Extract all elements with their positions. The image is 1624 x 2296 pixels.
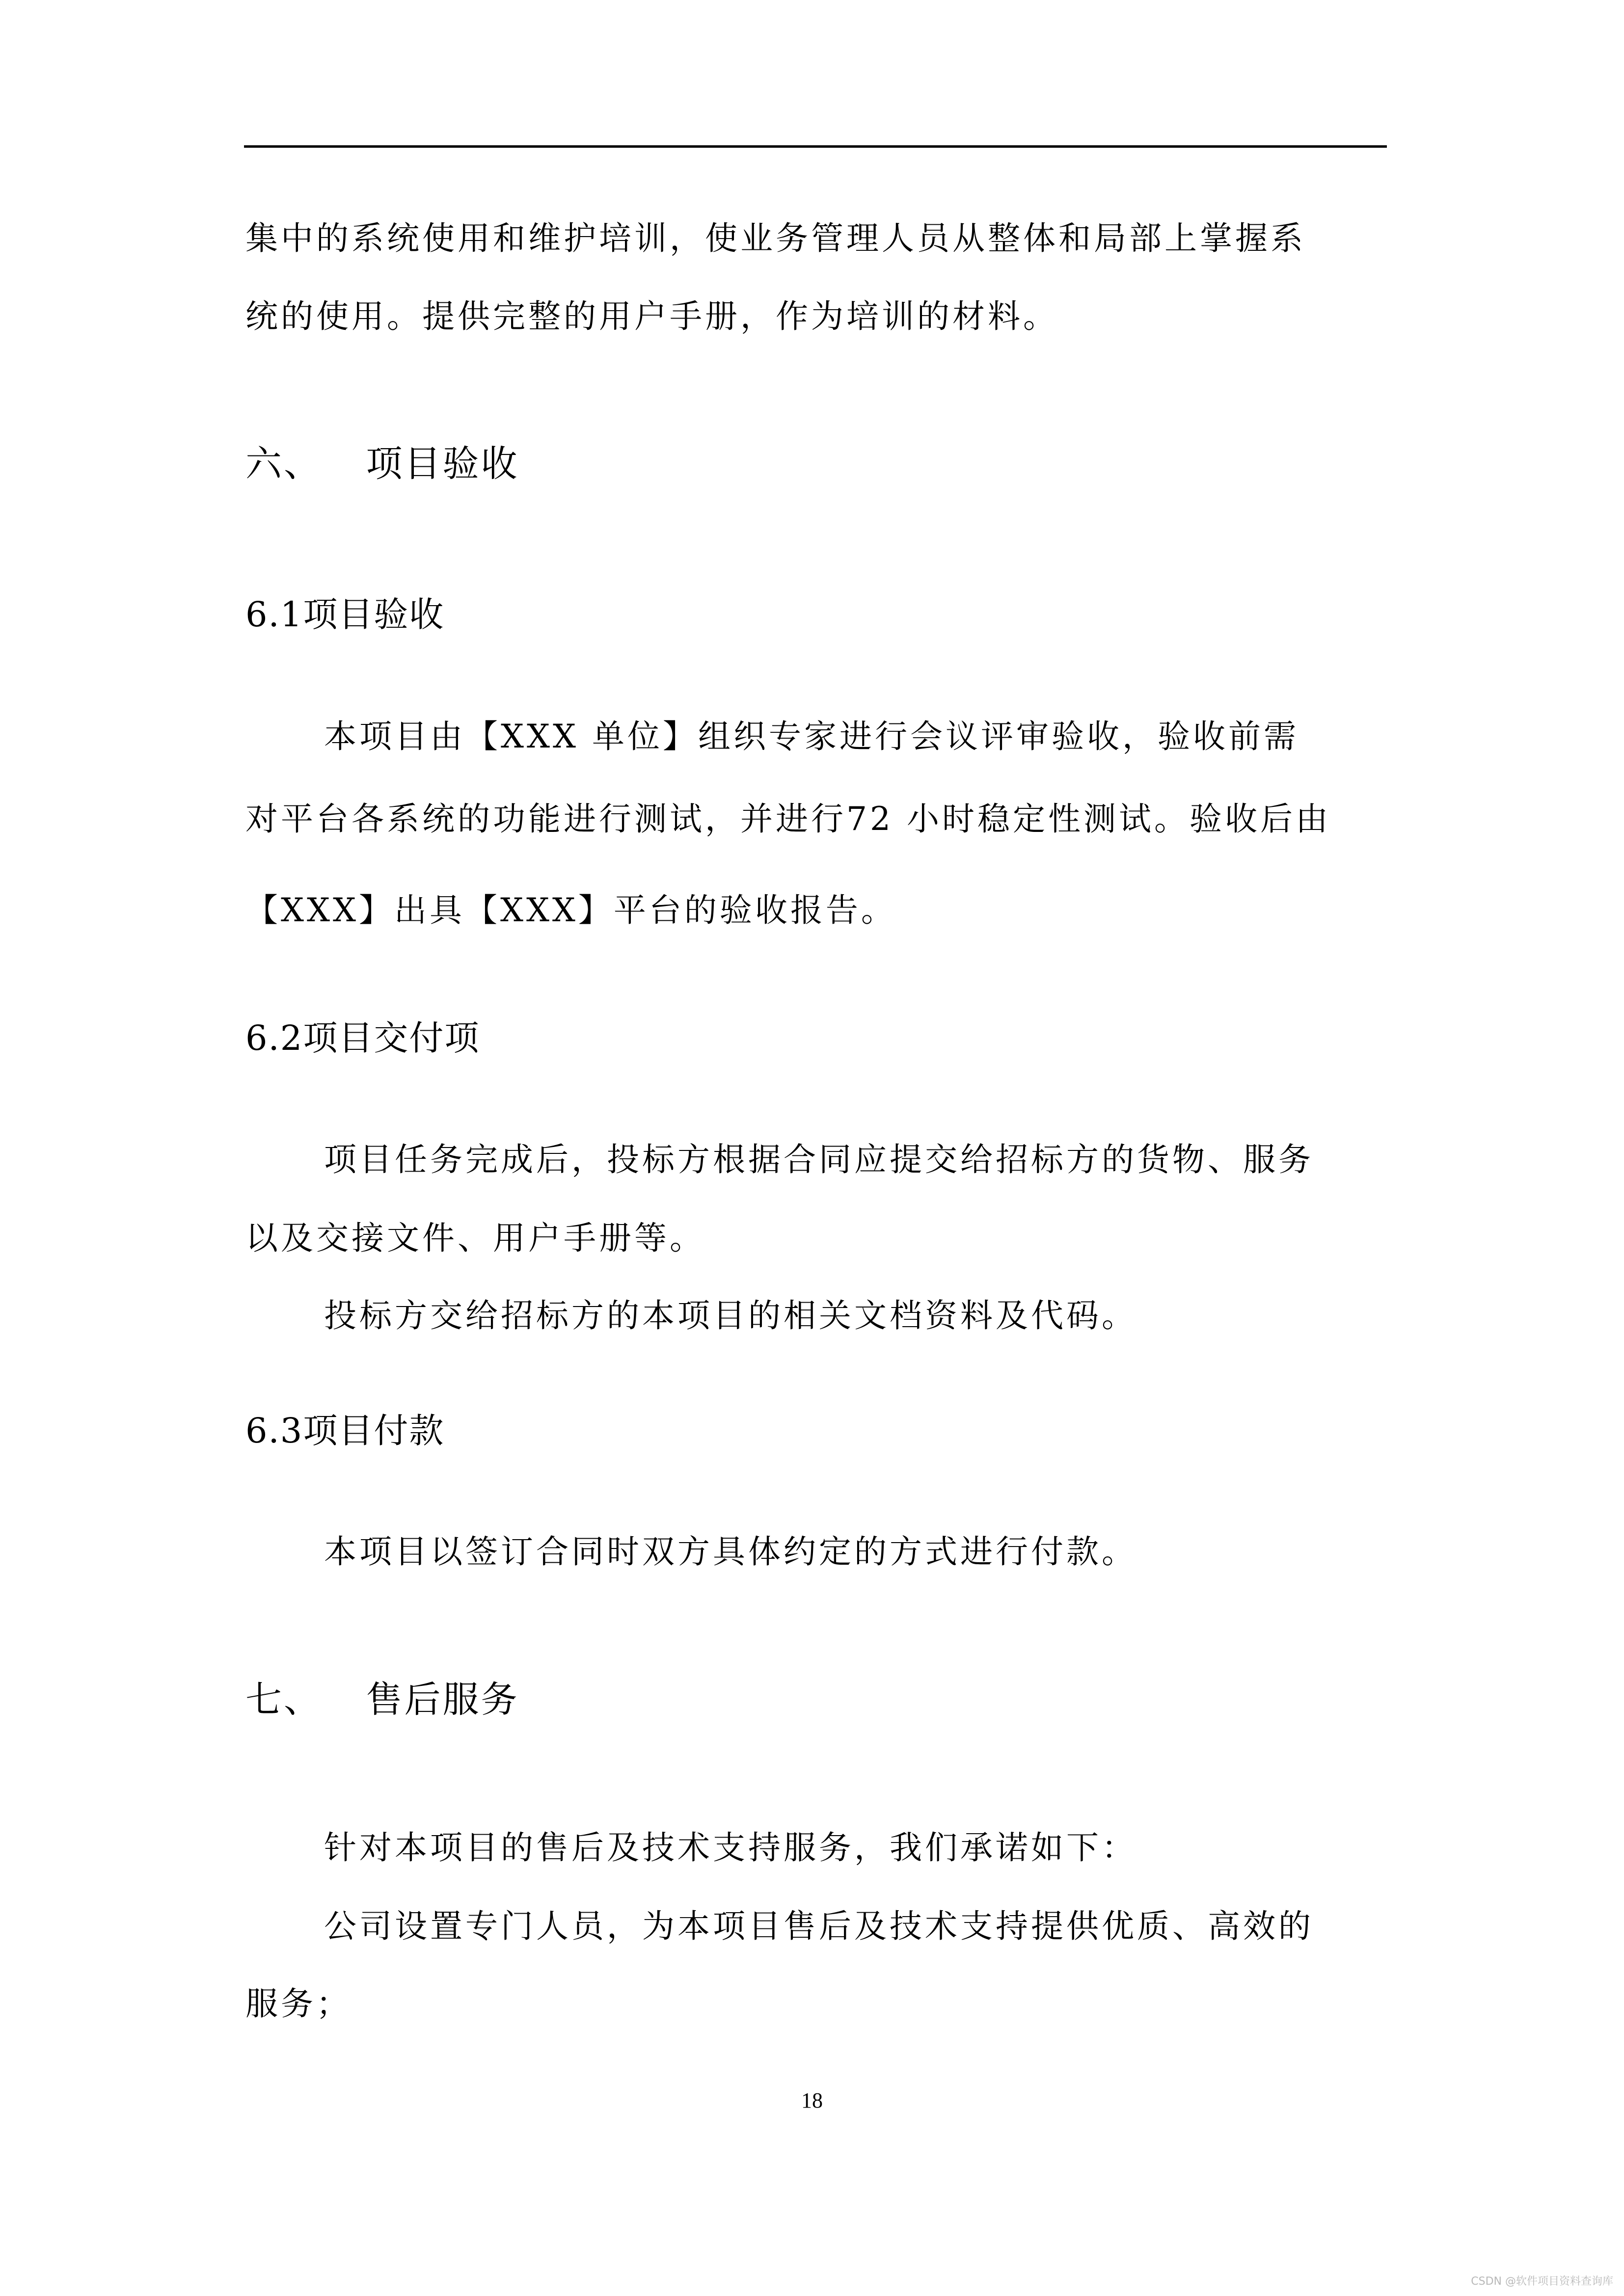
section-number: 七、 xyxy=(245,1679,322,1721)
paragraph-line: 针对本项目的售后及技术支持服务，我们承诺如下： xyxy=(324,1829,1137,1867)
paragraph-line: 项目任务完成后，投标方根据合同应提交给招标方的货物、服务 xyxy=(324,1141,1314,1178)
section-title: 售后服务 xyxy=(366,1679,519,1721)
paragraph-line: 服务； xyxy=(245,1985,352,2023)
paragraph-line: 对平台各系统的功能进行测试，并进行72 小时稳定性测试。验收后由 xyxy=(245,800,1331,838)
subsection-heading-6-1: 6.1项目验收 xyxy=(245,594,445,635)
watermark: CSDN @软件项目资料查询库 xyxy=(1471,2275,1613,2288)
paragraph-line: 集中的系统使用和维护培训，使业务管理人员从整体和局部上掌握系 xyxy=(245,219,1306,257)
paragraph-line: 【XXX】出具【XXX】平台的验收报告。 xyxy=(245,891,896,929)
header-rule xyxy=(244,145,1387,148)
paragraph-line: 投标方交给招标方的本项目的相关文档资料及代码。 xyxy=(324,1297,1137,1335)
subsection-heading-6-3: 6.3项目付款 xyxy=(245,1411,445,1451)
paragraph-line: 本项目由【XXX 单位】组织专家进行会议评审验收，验收前需 xyxy=(324,718,1299,755)
paragraph-line: 统的使用。提供完整的用户手册，作为培训的材料。 xyxy=(245,297,1058,335)
subsection-heading-6-2: 6.2项目交付项 xyxy=(245,1018,480,1058)
paragraph-line: 公司设置专门人员，为本项目售后及技术支持提供优质、高效的 xyxy=(324,1907,1314,1945)
paragraph-line: 以及交接文件、用户手册等。 xyxy=(245,1219,705,1257)
section-heading-7 xyxy=(245,1678,519,1722)
section-title: 项目验收 xyxy=(366,443,519,485)
section-number: 六、 xyxy=(245,443,322,485)
paragraph-line: 本项目以签订合同时双方具体约定的方式进行付款。 xyxy=(324,1533,1137,1571)
page-number: 18 xyxy=(801,2088,823,2112)
section-heading-6 xyxy=(245,442,519,486)
